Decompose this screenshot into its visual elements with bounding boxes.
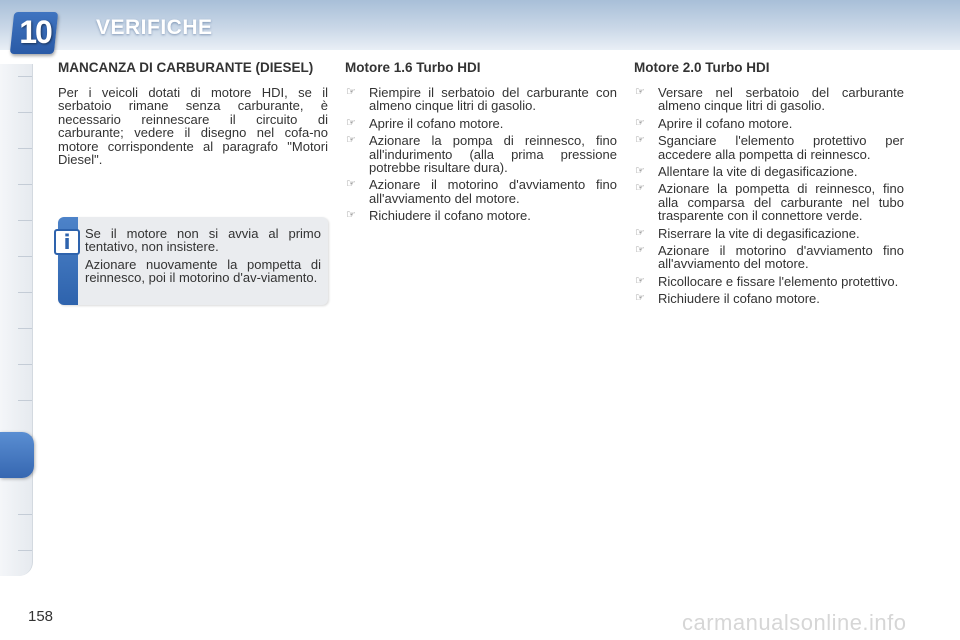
engine-16-steps [345, 86, 617, 223]
list-item [345, 178, 617, 205]
pointing-hand-icon: ☞ [346, 116, 356, 129]
list-item [634, 244, 904, 271]
tab-divider [18, 328, 32, 329]
list-item [634, 275, 904, 288]
pointing-hand-icon: ☞ [635, 134, 645, 147]
pointing-hand-icon: ☞ [635, 244, 645, 257]
tab-divider [18, 184, 32, 185]
fuel-section-body: Per i veicoli dotati di motore HDI, se il serbatoio rimane senza carburante, è necessario reinnescare il circuito di carburante; vedere il disegno nel cofa-no motore corrispondente al paragrafo "Motori Diesel". [58, 85, 328, 168]
pointing-hand-icon: ☞ [346, 86, 356, 98]
tab-divider [18, 112, 32, 113]
step-text: Allentare la vite di degasificazione. [658, 164, 858, 180]
list-item [634, 227, 904, 240]
pointing-hand-icon: ☞ [346, 209, 356, 222]
step-text: Aprire il cofano motore. [658, 115, 793, 131]
tab-divider [18, 400, 32, 401]
tab-divider [18, 514, 32, 515]
engine-20-title: Motore 2.0 Turbo HDI [634, 60, 770, 75]
list-item [634, 292, 904, 305]
step-text: Aprire il cofano motore. [369, 115, 504, 131]
tab-divider [18, 148, 32, 149]
chapter-tab-active[interactable] [0, 432, 34, 478]
page-title: VERIFICHE [96, 16, 213, 39]
list-item [345, 209, 617, 222]
fuel-section [58, 60, 328, 166]
engine-16-title: Motore 1.6 Turbo HDI [345, 60, 481, 75]
list-item [634, 182, 904, 222]
pointing-hand-icon: ☞ [635, 116, 645, 129]
step-text: Azionare la pompetta di reinnesco, fino alla comparsa del carburante nel tubo trasparente con il connettore verde. [658, 181, 904, 224]
step-text: Richiudere il cofano motore. [369, 208, 531, 224]
list-item [345, 86, 617, 113]
chapter-tab-strip [0, 64, 33, 576]
list-item [345, 134, 617, 174]
pointing-hand-icon: ☞ [635, 226, 645, 239]
pointing-hand-icon: ☞ [635, 292, 645, 305]
step-text: Versare nel serbatoio del carburante almeno cinque litri di gasolio. [658, 85, 904, 114]
list-item [634, 117, 904, 130]
step-text: Sganciare l'elemento protettivo per accedere alla pompetta di reinnesco. [658, 133, 904, 162]
step-text: Ricollocare e fissare l'elemento protettivo. [658, 273, 899, 289]
engine-20-section [634, 60, 904, 310]
step-text: Richiudere il cofano motore. [658, 291, 820, 307]
engine-20-steps [634, 86, 904, 306]
info-icon: i [54, 229, 80, 255]
list-item [634, 134, 904, 161]
chapter-number: 10 [19, 14, 51, 50]
tab-divider [18, 292, 32, 293]
step-text: Azionare il motorino d'avviamento fino all'avviamento del motore. [658, 243, 904, 272]
page-number: 158 [28, 608, 54, 625]
tab-divider [18, 364, 32, 365]
pointing-hand-icon: ☞ [635, 86, 645, 98]
step-text: Azionare la pompa di reinnesco, fino all'indurimento (alla prima pressione potrebbe risultare dura). [369, 133, 617, 176]
pointing-hand-icon: ☞ [635, 182, 645, 195]
info-paragraph: Se il motore non si avvia al primo tentativo, non insistere. [85, 226, 321, 255]
list-item [345, 117, 617, 130]
pointing-hand-icon: ☞ [635, 165, 645, 178]
info-box-text [85, 227, 321, 289]
pointing-hand-icon: ☞ [346, 134, 356, 147]
tab-divider [18, 220, 32, 221]
step-text: Riempire il serbatoio del carburante con almeno cinque litri di gasolio. [369, 85, 617, 114]
pointing-hand-icon: ☞ [346, 178, 356, 191]
step-text: Azionare il motorino d'avviamento fino all'avviamento del motore. [369, 177, 617, 206]
pointing-hand-icon: ☞ [635, 274, 645, 287]
fuel-section-title: MANCANZA DI CARBURANTE (DIESEL) [58, 60, 314, 75]
list-item [634, 86, 904, 113]
step-text: Riserrare la vite di degasificazione. [658, 225, 860, 241]
engine-16-section [345, 60, 617, 227]
list-item [634, 165, 904, 178]
tab-divider [18, 550, 32, 551]
tab-divider [18, 256, 32, 257]
info-paragraph: Azionare nuovamente la pompetta di reinnesco, poi il motorino d'av-viamento. [85, 256, 321, 286]
tab-divider [18, 76, 32, 77]
watermark[interactable]: carmanualsonline.info [682, 610, 907, 635]
